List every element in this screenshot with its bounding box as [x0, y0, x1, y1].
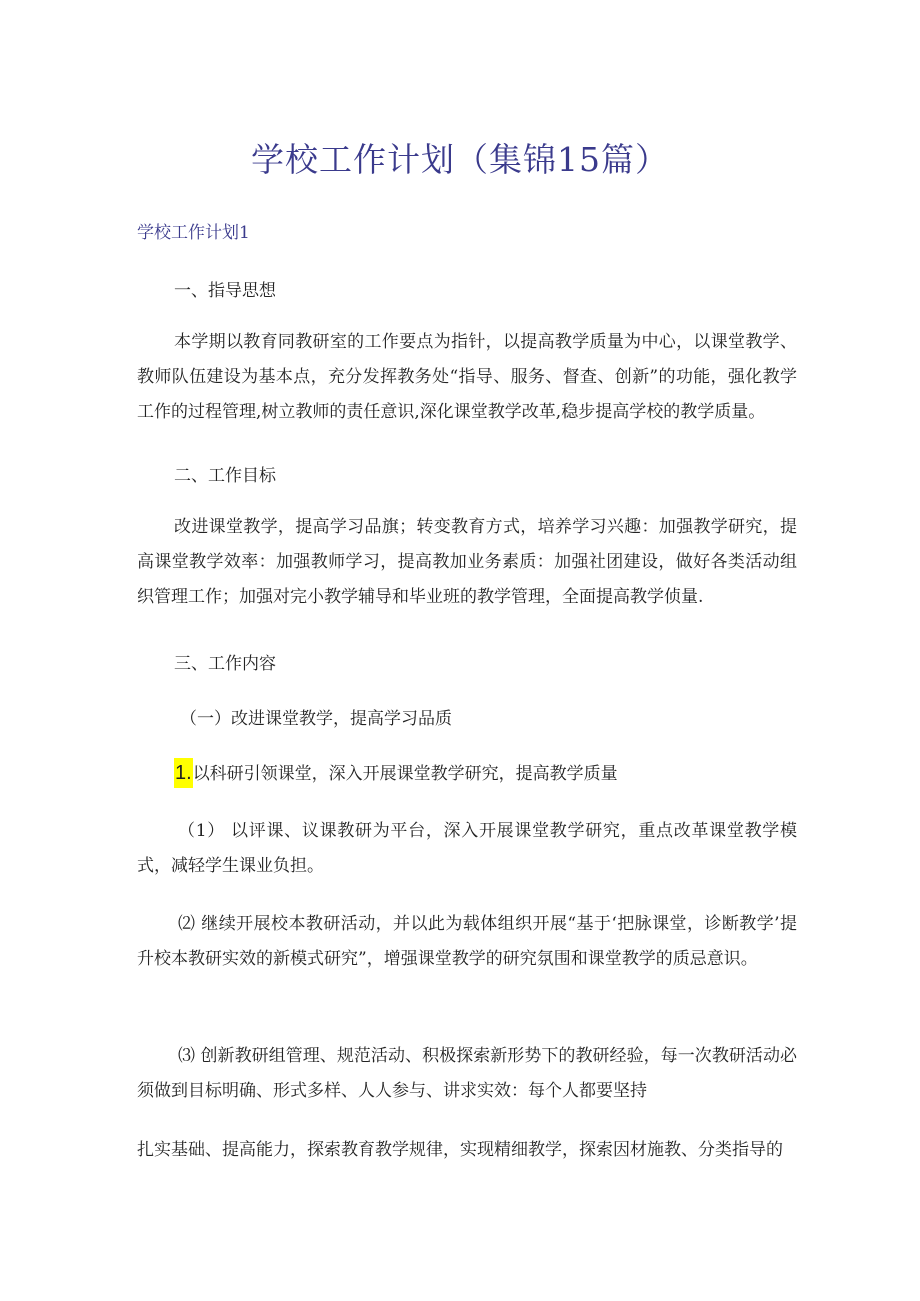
paragraph-guiding-ideology: 本学期以教育同教研室的工作要点为指针，以提高教学质量为中心，以课堂教学、教师队伍建设为基本点，充分发挥教务处“指导、服务、督查、创新”的功能，强化教学工作的过程管理,树立教师的责任意识,深化课堂教学改革,稳步提高学校的教学质量。 [137, 332, 797, 422]
document-title: 学校工作计划（集锦15篇） [251, 140, 669, 179]
subheading-improve-teaching: （一）改进课堂教学，提高学习品质 [180, 709, 452, 729]
list-item-1 [174, 760, 618, 787]
paragraph-item-1-1: （1） 以评课、议课教研为平台，深入开展课堂教学研究，重点改革课堂教学模式，减轻学生课业负担。 [137, 821, 797, 876]
highlighted-number: 1. [174, 758, 193, 788]
list-item-1-text: 以科研引领课堂，深入开展课堂教学研究，提高教学质量 [192, 764, 618, 784]
section-subtitle: 学校工作计划1 [137, 223, 250, 243]
paragraph-item-1-3: ⑶ 创新教研组管理、规范活动、积极探索新形势下的教研经验，每一次教研活动必须做到目标明确、形式多样、人人参与、讲求实效：每个人都要坚持 [137, 1046, 797, 1101]
heading-guiding-ideology: 一、指导思想 [174, 281, 276, 301]
paragraph-continuation: 扎实基础、提高能力，探索教育教学规律，实现精细教学，探索因材施教、分类指导的 [137, 1140, 783, 1160]
paragraph-item-1-2: ⑵ 继续开展校本教研活动，并以此为载体组织开展“基于‘把脉课堂，诊断教学’提升校本教研实效的新模式研究”，增强课堂教学的研究氛围和课堂教学的质忌意识。 [137, 914, 797, 969]
heading-work-content: 三、工作内容 [174, 654, 276, 674]
heading-work-goals: 二、工作目标 [174, 466, 276, 486]
paragraph-work-goals: 改进课堂教学，提高学习品旗；转变教育方式，培养学习兴趣：加强教学研究，提高课堂教学效率：加强教师学习，提高教加业务素质：加强社团建设，做好各类活动组织管理工作；加强对完小教学辅导和毕业班的教学管理，全面提高教学侦量. [137, 517, 797, 607]
